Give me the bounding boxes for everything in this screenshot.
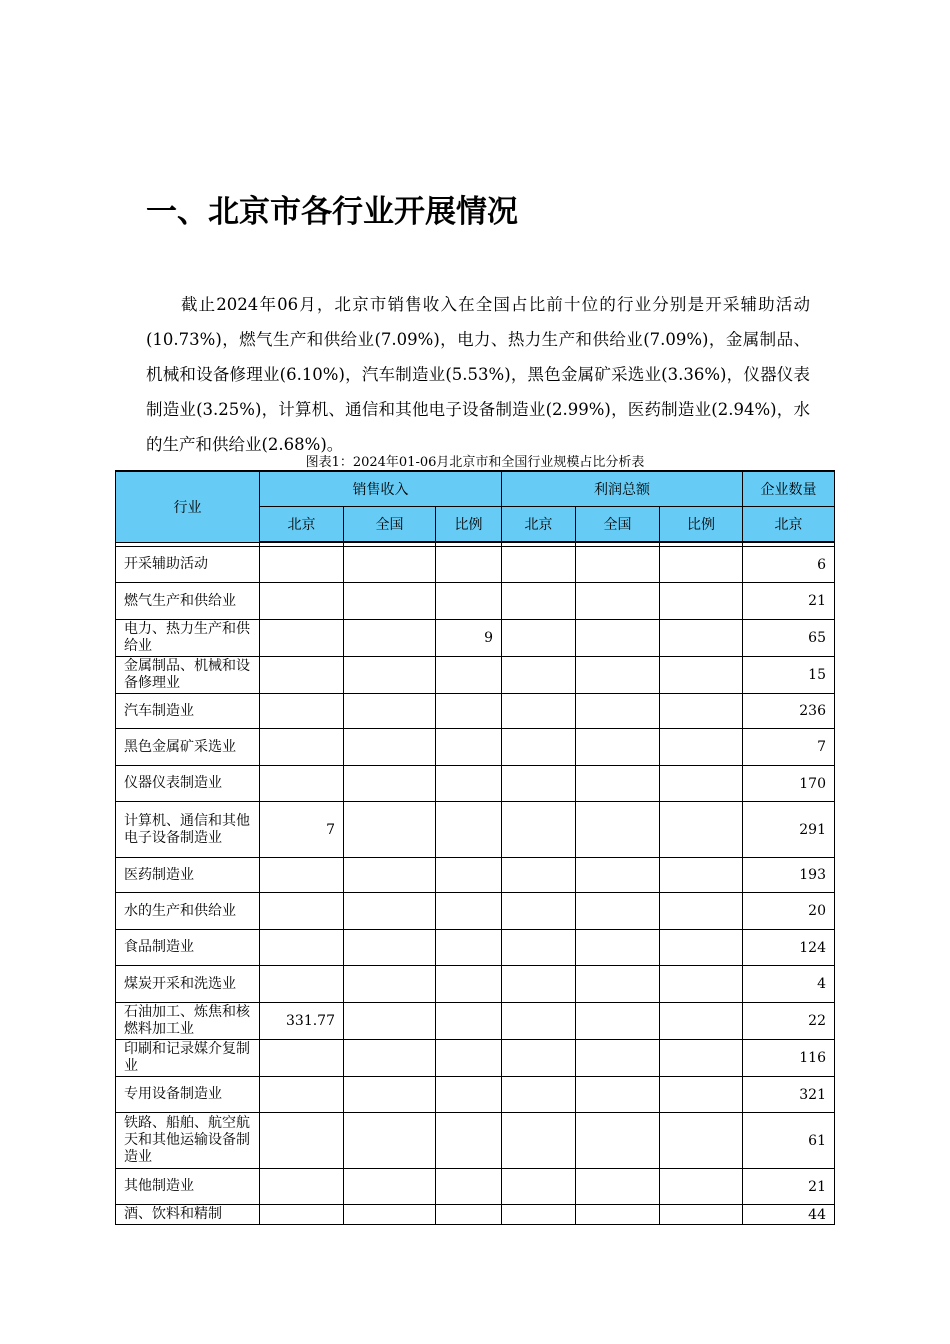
cell-sales-bj xyxy=(260,657,344,694)
cell-profit-bj xyxy=(502,729,576,766)
cell-sales-nat xyxy=(344,1169,436,1205)
cell-sales-bj xyxy=(260,1169,344,1205)
cell-sales-bj xyxy=(260,766,344,802)
industry-name-cell: 石油加工、炼焦和核燃料加工业 xyxy=(116,1003,260,1040)
cell-sales-nat xyxy=(344,1205,436,1225)
industry-name-cell: 食品制造业 xyxy=(116,930,260,966)
table-row xyxy=(116,893,835,930)
cell-sales-bj xyxy=(260,729,344,766)
cell-profit-nat xyxy=(576,1113,660,1169)
table-caption: 图表1：2024年01-06月北京市和全国行业规模占比分析表 xyxy=(305,455,645,470)
cell-sales-bj xyxy=(260,1077,344,1113)
header-total-profit: 利润总额 xyxy=(502,471,743,507)
cell-sales-nat xyxy=(344,802,436,858)
cell-sales-bj xyxy=(260,583,344,620)
cell-profit-ratio xyxy=(660,694,743,729)
cell-sales-ratio xyxy=(436,893,502,930)
cell-profit-ratio xyxy=(660,858,743,893)
cell-profit-nat xyxy=(576,966,660,1003)
cell-count: 15 xyxy=(743,657,835,694)
cell-profit-bj xyxy=(502,802,576,858)
header-sales-national: 全国 xyxy=(344,507,436,543)
cell-profit-ratio xyxy=(660,802,743,858)
industry-name-cell: 黑色金属矿采选业 xyxy=(116,729,260,766)
cell-profit-nat xyxy=(576,1003,660,1040)
table-row xyxy=(116,966,835,1003)
header-count-beijing: 北京 xyxy=(743,507,835,543)
cell-sales-ratio xyxy=(436,1205,502,1225)
cell-count: 6 xyxy=(743,547,835,583)
header-sales-beijing: 北京 xyxy=(260,507,344,543)
header-sales-revenue: 销售收入 xyxy=(260,471,502,507)
table-row xyxy=(116,1205,835,1225)
cell-profit-bj xyxy=(502,620,576,657)
cell-sales-nat xyxy=(344,1003,436,1040)
cell-profit-nat xyxy=(576,1205,660,1225)
cell-sales-ratio xyxy=(436,583,502,620)
cell-profit-nat xyxy=(576,583,660,620)
cell-sales-nat xyxy=(344,966,436,1003)
table-row xyxy=(116,620,835,657)
header-company-count: 企业数量 xyxy=(743,471,835,507)
cell-sales-ratio xyxy=(436,657,502,694)
cell-count: 21 xyxy=(743,583,835,620)
cell-profit-bj xyxy=(502,694,576,729)
table-row xyxy=(116,1077,835,1113)
cell-profit-ratio xyxy=(660,1205,743,1225)
table-row xyxy=(116,766,835,802)
cell-sales-bj xyxy=(260,1205,344,1225)
cell-profit-bj xyxy=(502,1113,576,1169)
cell-profit-bj xyxy=(502,930,576,966)
table-row xyxy=(116,802,835,858)
cell-profit-ratio xyxy=(660,766,743,802)
cell-sales-nat xyxy=(344,620,436,657)
cell-profit-bj xyxy=(502,657,576,694)
cell-profit-ratio xyxy=(660,657,743,694)
cell-profit-nat xyxy=(576,893,660,930)
cell-sales-bj xyxy=(260,1040,344,1077)
cell-profit-ratio xyxy=(660,547,743,583)
cell-count: 65 xyxy=(743,620,835,657)
cell-sales-ratio xyxy=(436,766,502,802)
cell-profit-ratio xyxy=(660,1169,743,1205)
cell-count: 20 xyxy=(743,893,835,930)
cell-sales-nat xyxy=(344,694,436,729)
cell-profit-nat xyxy=(576,1077,660,1113)
cell-sales-nat xyxy=(344,930,436,966)
cell-profit-nat xyxy=(576,694,660,729)
cell-sales-ratio xyxy=(436,547,502,583)
cell-sales-bj xyxy=(260,1113,344,1169)
cell-sales-ratio xyxy=(436,1169,502,1205)
industry-name-cell: 开采辅助活动 xyxy=(116,547,260,583)
industry-name-cell: 医药制造业 xyxy=(116,858,260,893)
cell-sales-bj xyxy=(260,694,344,729)
cell-sales-nat xyxy=(344,547,436,583)
table-header xyxy=(116,471,835,542)
industry-name-cell: 其他制造业 xyxy=(116,1169,260,1205)
cell-sales-ratio xyxy=(436,694,502,729)
cell-profit-nat xyxy=(576,858,660,893)
industry-name-cell: 水的生产和供给业 xyxy=(116,893,260,930)
header-industry: 行业 xyxy=(116,471,260,542)
cell-profit-ratio xyxy=(660,966,743,1003)
cell-sales-bj xyxy=(260,547,344,583)
industry-name-cell: 印刷和记录媒介复制业 xyxy=(116,1040,260,1077)
cell-profit-bj xyxy=(502,858,576,893)
cell-sales-ratio xyxy=(436,1077,502,1113)
cell-sales-nat xyxy=(344,1077,436,1113)
cell-profit-ratio xyxy=(660,729,743,766)
table-row xyxy=(116,1169,835,1205)
cell-sales-ratio: 9 xyxy=(436,620,502,657)
cell-count: 124 xyxy=(743,930,835,966)
cell-profit-bj xyxy=(502,1040,576,1077)
cell-sales-nat xyxy=(344,657,436,694)
cell-sales-nat xyxy=(344,1113,436,1169)
cell-count: 170 xyxy=(743,766,835,802)
cell-count: 116 xyxy=(743,1040,835,1077)
table-row xyxy=(116,930,835,966)
table-row xyxy=(116,1040,835,1077)
cell-sales-nat xyxy=(344,583,436,620)
cell-profit-nat xyxy=(576,620,660,657)
cell-count: 236 xyxy=(743,694,835,729)
cell-profit-ratio xyxy=(660,1040,743,1077)
cell-profit-bj xyxy=(502,766,576,802)
cell-profit-ratio xyxy=(660,620,743,657)
cell-profit-bj xyxy=(502,1003,576,1040)
cell-count: 291 xyxy=(743,802,835,858)
cell-profit-nat xyxy=(576,547,660,583)
cell-profit-nat xyxy=(576,1169,660,1205)
cell-profit-bj xyxy=(502,966,576,1003)
cell-sales-ratio xyxy=(436,966,502,1003)
cell-sales-bj: 7 xyxy=(260,802,344,858)
cell-sales-nat xyxy=(344,766,436,802)
industry-name-cell: 煤炭开采和洗选业 xyxy=(116,966,260,1003)
industry-table-container xyxy=(115,470,835,1227)
table-row xyxy=(116,583,835,620)
industry-name-cell: 电力、热力生产和供给业 xyxy=(116,620,260,657)
cell-sales-ratio xyxy=(436,1040,502,1077)
industry-name-cell: 汽车制造业 xyxy=(116,694,260,729)
table-row xyxy=(116,694,835,729)
cell-profit-bj xyxy=(502,893,576,930)
cell-profit-nat xyxy=(576,1040,660,1077)
header-profit-beijing: 北京 xyxy=(502,507,576,543)
cell-sales-bj xyxy=(260,966,344,1003)
industry-name-cell: 专用设备制造业 xyxy=(116,1077,260,1113)
industry-name-cell: 燃气生产和供给业 xyxy=(116,583,260,620)
industry-name-cell: 铁路、船舶、航空航天和其他运输设备制造业 xyxy=(116,1113,260,1169)
industry-name-cell: 计算机、通信和其他电子设备制造业 xyxy=(116,802,260,858)
cell-count: 7 xyxy=(743,729,835,766)
header-profit-ratio: 比例 xyxy=(660,507,743,543)
summary-paragraph: 截止2024年06月，北京市销售收入在全国占比前十位的行业分别是开采辅助活动(10.73%)，燃气生产和供给业(7.09%)，电力、热力生产和供给业(7.09%)，金属制品、机械和设备修理业(6.10%)，汽车制造业(5.53%)，黑色金属矿采选业(3.36%)，仪器仪表制造业(3.25%)，计算机、通信和其他电子设备制造业(2.99%)，医药制造业(2.94%)，水的生产和供给业(2.68%)。 xyxy=(146,295,810,454)
industry-comparison-table xyxy=(115,470,835,1225)
cell-profit-ratio xyxy=(660,1003,743,1040)
cell-profit-ratio xyxy=(660,893,743,930)
cell-sales-bj: 331.77 xyxy=(260,1003,344,1040)
cell-count: 44 xyxy=(743,1205,835,1225)
cell-sales-nat xyxy=(344,858,436,893)
cell-count: 4 xyxy=(743,966,835,1003)
cell-profit-bj xyxy=(502,547,576,583)
cell-profit-bj xyxy=(502,1169,576,1205)
cell-sales-ratio xyxy=(436,1113,502,1169)
cell-profit-nat xyxy=(576,657,660,694)
section-heading: 一、北京市各行业开展情况 xyxy=(146,194,518,230)
cell-profit-ratio xyxy=(660,1113,743,1169)
industry-name-cell: 仪器仪表制造业 xyxy=(116,766,260,802)
cell-sales-nat xyxy=(344,1040,436,1077)
table-row xyxy=(116,547,835,583)
table-row xyxy=(116,1113,835,1169)
industry-name-cell: 金属制品、机械和设备修理业 xyxy=(116,657,260,694)
cell-profit-ratio xyxy=(660,1077,743,1113)
cell-sales-ratio xyxy=(436,802,502,858)
cell-sales-ratio xyxy=(436,1003,502,1040)
table-row xyxy=(116,858,835,893)
cell-sales-bj xyxy=(260,858,344,893)
header-sales-ratio: 比例 xyxy=(436,507,502,543)
cell-count: 21 xyxy=(743,1169,835,1205)
cell-count: 22 xyxy=(743,1003,835,1040)
industry-name-cell: 酒、饮料和精制 xyxy=(116,1205,260,1225)
cell-profit-bj xyxy=(502,583,576,620)
cell-sales-nat xyxy=(344,893,436,930)
cell-sales-ratio xyxy=(436,858,502,893)
cell-profit-nat xyxy=(576,729,660,766)
cell-sales-ratio xyxy=(436,930,502,966)
cell-sales-ratio xyxy=(436,729,502,766)
cell-count: 321 xyxy=(743,1077,835,1113)
cell-profit-ratio xyxy=(660,930,743,966)
cell-profit-nat xyxy=(576,930,660,966)
cell-sales-bj xyxy=(260,930,344,966)
cell-sales-bj xyxy=(260,620,344,657)
header-profit-national: 全国 xyxy=(576,507,660,543)
cell-profit-nat xyxy=(576,802,660,858)
cell-profit-nat xyxy=(576,766,660,802)
cell-sales-bj xyxy=(260,893,344,930)
table-row xyxy=(116,729,835,766)
table-row xyxy=(116,657,835,694)
table-row xyxy=(116,1003,835,1040)
cell-count: 193 xyxy=(743,858,835,893)
cell-profit-bj xyxy=(502,1077,576,1113)
cell-count: 61 xyxy=(743,1113,835,1169)
table-body xyxy=(116,542,835,1225)
cell-profit-bj xyxy=(502,1205,576,1225)
cell-sales-nat xyxy=(344,729,436,766)
cell-profit-ratio xyxy=(660,583,743,620)
